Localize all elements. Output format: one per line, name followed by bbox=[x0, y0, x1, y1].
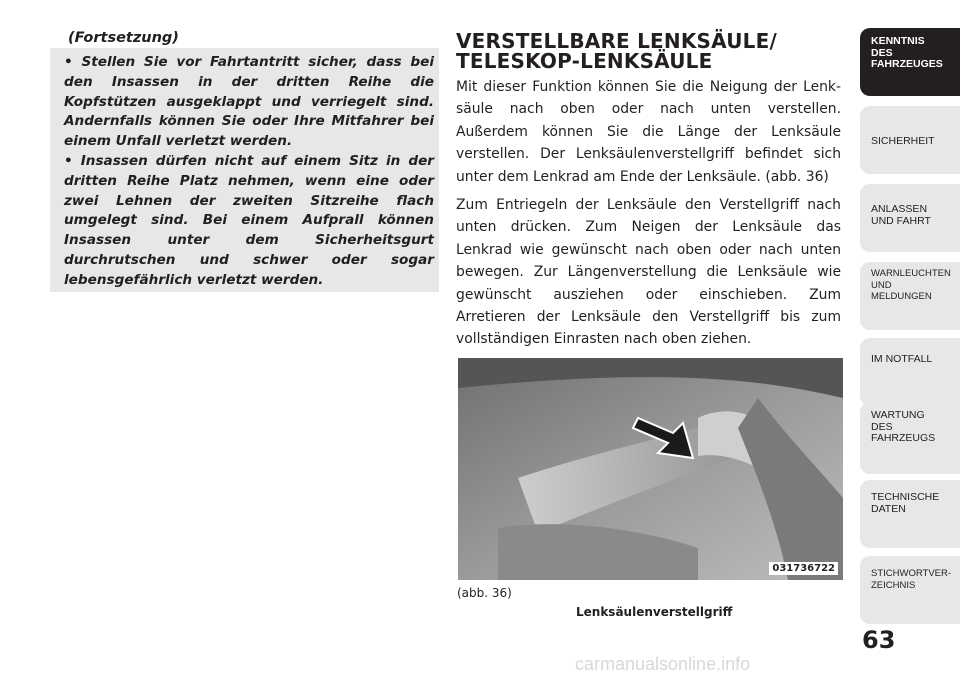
figure-code: 031736722 bbox=[769, 562, 838, 575]
continued-label: (Fortsetzung) bbox=[68, 30, 179, 46]
tab-label-line: KENNTNIS bbox=[871, 35, 925, 47]
figure-steering-column-image bbox=[458, 358, 843, 580]
watermark: carmanualsonline.info bbox=[575, 654, 751, 674]
tab-warnleuchten-und-meldungen[interactable] bbox=[860, 262, 960, 330]
warning-text bbox=[64, 53, 434, 291]
tab-label-line: DES bbox=[871, 46, 893, 59]
tab-label-line: IM NOTFALL bbox=[871, 353, 933, 365]
tab-label-line: MELDUNGEN bbox=[871, 291, 932, 302]
tab-label-line: UND FAHRT bbox=[871, 214, 931, 227]
tab-label-line: UND bbox=[871, 279, 892, 291]
chapter-sidebar bbox=[860, 0, 960, 678]
section-body bbox=[456, 76, 841, 357]
steering-column-illustration bbox=[458, 358, 843, 580]
tab-label-line: WARNLEUCHTEN bbox=[871, 268, 951, 279]
tab-im-notfall[interactable] bbox=[860, 338, 960, 406]
tab-label-line: DATEN bbox=[871, 502, 906, 515]
tab-label-line: STICHWORTVER- bbox=[871, 568, 952, 579]
tab-label-line: TECHNISCHE bbox=[871, 491, 940, 503]
page-number: 63 bbox=[862, 626, 896, 654]
tab-label-line: FAHRZEUGES bbox=[871, 58, 943, 70]
tab-label-line: DES bbox=[871, 420, 893, 433]
figure-caption: Lenksäulenverstellgriff bbox=[576, 605, 733, 619]
section-heading bbox=[456, 31, 777, 71]
figure-reference: (abb. 36) bbox=[457, 586, 512, 600]
body-paragraph: Zum Entriegeln der Lenksäule den Verstellgriff nach unten drücken. Zum Neigen der Lenksäule das Lenkrad wie gewünscht nach oben oder nach unten bewegen. Zur Längenverstellung die Lenksäule wie gewünscht ausziehen oder einschieben. Zum Arretieren der Lenksäule den Verstellgriff bis zum vollständigen Einrasten nach oben ziehen. bbox=[456, 197, 841, 348]
tab-stichwortverzeichnis[interactable] bbox=[860, 556, 960, 624]
body-paragraph: Mit dieser Funktion können Sie die Neigung der Lenksäule nach oben oder nach unten verstellen. Außerdem können Sie die Länge der Lenksäule verstellen. Der Lenksäulenverstellgriff befindet sich unter dem Lenkrad am Ende der Lenksäule. (abb. 36) bbox=[456, 79, 841, 185]
tab-label-line: SICHERHEIT bbox=[871, 135, 935, 147]
tab-label-line: ANLASSEN bbox=[871, 203, 928, 215]
tab-label-line: ZEICHNIS bbox=[871, 579, 916, 591]
tab-kenntnis-des-fahrzeuges[interactable] bbox=[860, 28, 960, 96]
heading-line: VERSTELLBARE LENKSÄULE/ bbox=[456, 29, 777, 53]
tab-sicherheit[interactable] bbox=[860, 106, 960, 174]
warning-paragraph: • Stellen Sie vor Fahrtantritt sicher, dass bei den Insassen in der dritten Reihe die Kopfstützen ausgeklappt und verriegelt sind. Andernfalls können Sie oder Ihre Mitfahrer bei einem Unfall verletzt werden. bbox=[64, 54, 434, 150]
tab-label-line: WARTUNG bbox=[871, 409, 925, 421]
tab-wartung-des-fahrzeugs[interactable] bbox=[860, 402, 960, 474]
warning-paragraph: • Insassen dürfen nicht auf einem Sitz in der dritten Reihe Platz nehmen, wenn eine oder zwei Lehnen der zweiten Sitzreihe flach umgelegt sind. Bei einem Aufprall können Insassen unter dem Sicherheitsgurt durchrutschen und schwer oder sogar lebensgefährlich verletzt werden. bbox=[64, 152, 434, 288]
heading-line: TELESKOP-LENKSÄULE bbox=[456, 49, 713, 73]
tab-technische-daten[interactable] bbox=[860, 480, 960, 548]
tab-label-line: FAHRZEUGS bbox=[871, 432, 936, 444]
tab-anlassen-und-fahrt[interactable] bbox=[860, 184, 960, 252]
